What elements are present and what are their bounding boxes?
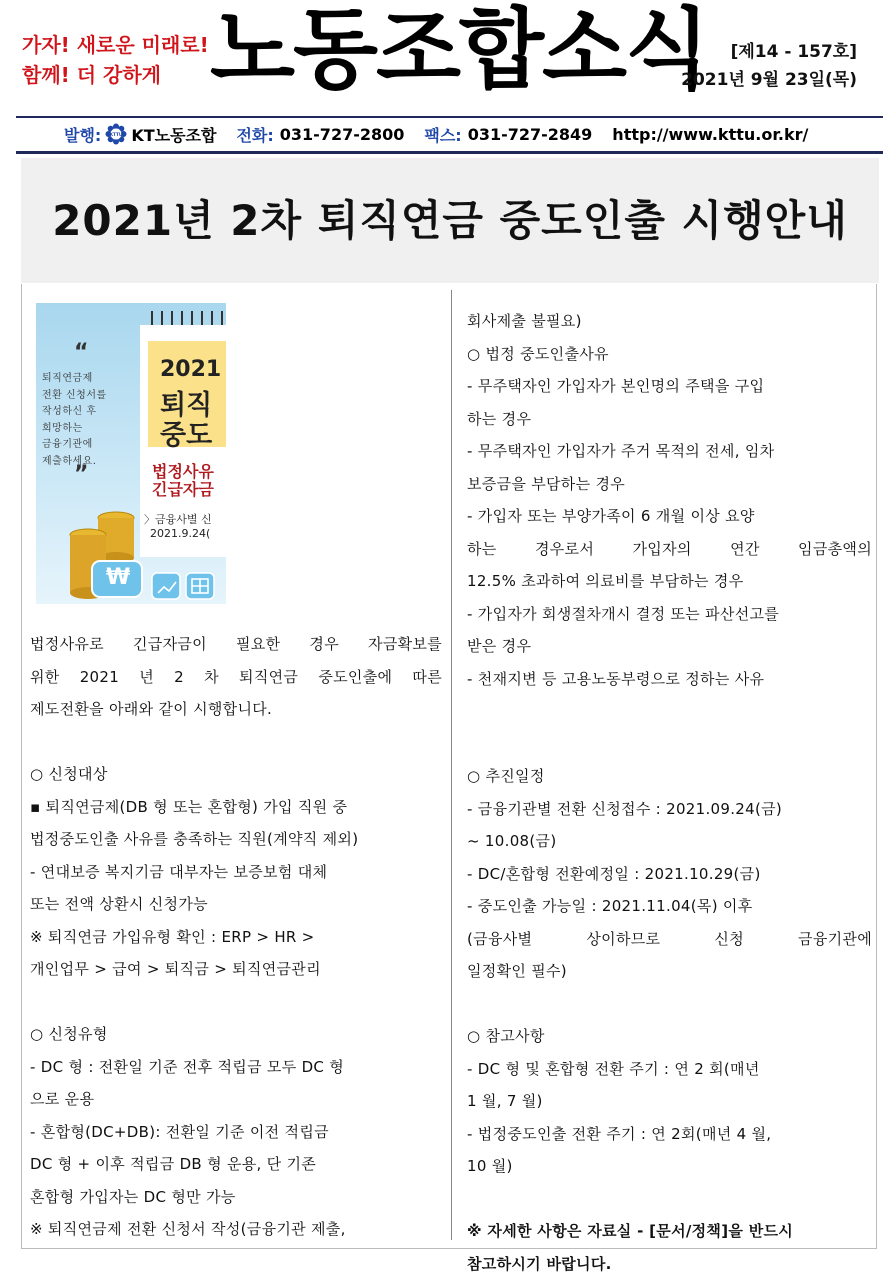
left-column-line: DC 형 + 이후 적립금 DB 형 운용, 단 기존: [30, 1148, 442, 1181]
left-column-line: 위한 2021 년 2 차 퇴직연금 중도인출에 따른: [30, 661, 442, 694]
poster-calendar-year: 2021: [160, 357, 221, 382]
poster-small-line2: 2021.9.24(: [150, 527, 210, 540]
left-column-line: 개인업무 > 급여 > 퇴직금 > 퇴직연금관리: [30, 953, 442, 986]
left-column-line: ※ 퇴직연금 가입유형 확인 : ERP > HR >: [30, 921, 442, 954]
left-column-line: [30, 726, 442, 759]
right-column-line: - DC/혼합형 전환예정일 : 2021.10.29(금): [467, 858, 872, 891]
right-column-line: 1 월, 7 월): [467, 1085, 872, 1118]
right-column-line: ※ 자세한 사항은 자료실 - [문서/정책]을 반드시: [467, 1215, 872, 1248]
poster-quote-open: “: [74, 343, 88, 363]
column-divider: [451, 290, 452, 1240]
left-column-line: - 혼합형(DC+DB): 전환일 기준 이전 적립금: [30, 1116, 442, 1149]
left-column-line: ○ 신청유형: [30, 1018, 442, 1051]
newsletter-title: 노동조합소식: [210, 0, 708, 100]
issue-info: [681, 38, 857, 94]
poster-calendar-line2: 퇴직: [160, 383, 212, 422]
right-column-line: [467, 728, 872, 761]
poster-quote-line: 금융기관에: [42, 437, 107, 454]
poster-quote-line: 전환 신청서를: [42, 388, 107, 405]
poster-quote-line: 퇴직연금제: [42, 371, 107, 388]
right-column-line: [467, 695, 872, 728]
right-column-line: - 금융기관별 전환 신청접수 : 2021.09.24(금): [467, 793, 872, 826]
right-column-line: [467, 988, 872, 1021]
left-column-line: - 연대보증 복지기금 대부자는 보증보험 대체: [30, 856, 442, 889]
right-column-line: - 천재지변 등 고용노동부령으로 정하는 사유: [467, 663, 872, 696]
right-column-line: - 중도인출 가능일 : 2021.11.04(목) 이후: [467, 890, 872, 923]
right-column-line: ~ 10.08(금): [467, 825, 872, 858]
right-column-line: 받은 경우: [467, 630, 872, 663]
poster-quote-text: [42, 371, 107, 470]
right-column-line: ○ 추진일정: [467, 760, 872, 793]
phone-label: 전화:: [236, 123, 273, 146]
right-column-line: 보증금을 부담하는 경우: [467, 468, 872, 501]
headline-box: [21, 158, 879, 283]
publisher-label: 발행:: [64, 123, 101, 146]
right-column-line: 하는 경우: [467, 403, 872, 436]
right-column-line: - 가입자 또는 부양가족이 6 개월 이상 요양: [467, 500, 872, 533]
won-icon: ₩: [106, 565, 130, 590]
header-rule-bottom: [16, 151, 883, 154]
fax-number: 031-727-2849: [468, 125, 593, 144]
right-column-line: - 가입자가 회생절차개시 결정 또는 파산선고를: [467, 598, 872, 631]
right-column-line: [467, 1183, 872, 1216]
right-column-line: - DC 형 및 혼합형 전환 주기 : 연 2 회(매년: [467, 1053, 872, 1086]
left-column-line: - DC 형 : 전환일 기준 전후 적립금 모두 DC 형: [30, 1051, 442, 1084]
website-link[interactable]: http://www.kttu.or.kr/: [612, 125, 808, 144]
right-column-line: 12.5% 초과하여 의료비를 부담하는 경우: [467, 565, 872, 598]
right-column-line: (금융사별 상이하므로 신청 금융기관에: [467, 923, 872, 956]
right-column-line: - 무주택자인 가입자가 본인명의 주택을 구입: [467, 370, 872, 403]
slogan-line-1: 가자! 새로운 미래로!: [22, 30, 197, 60]
right-column-line: 참고하시기 바랍니다.: [467, 1248, 872, 1280]
logo-text: KTTU: [110, 132, 123, 137]
kttu-logo-icon: [105, 123, 127, 145]
left-column-line: 또는 전액 상환시 신청가능: [30, 888, 442, 921]
slogan-line-2: 함께! 더 강하게: [22, 60, 197, 90]
left-column-line: ▪ 퇴직연금제(DB 형 또는 혼합형) 가입 직원 중: [30, 791, 442, 824]
poster-quote-line: 희망하는: [42, 421, 107, 438]
left-column-line: ※ 퇴직연금제 전환 신청서 작성(금융기관 제출,: [30, 1213, 442, 1246]
right-column-line: ○ 참고사항: [467, 1020, 872, 1053]
left-column-line: 으로 운용: [30, 1083, 442, 1116]
left-column: [30, 628, 442, 1246]
right-column-line: - 무주택자인 가입자가 주거 목적의 전세, 임차: [467, 435, 872, 468]
phone-number: 031-727-2800: [280, 125, 405, 144]
issue-number: [제14 - 157호]: [681, 38, 857, 66]
right-column-line: 회사제출 불필요): [467, 305, 872, 338]
poster-quote-close: ”: [74, 465, 88, 485]
poster-small-line1: 〉금융사별 신: [144, 511, 212, 527]
poster-calendar-line3: 중도: [160, 413, 212, 452]
poster-quote-line: 제출하세요.: [42, 454, 107, 471]
poster-quote-line: 작성하신 후: [42, 404, 107, 421]
right-column-line: 10 월): [467, 1150, 872, 1183]
left-column-line: 제도전환을 아래와 같이 시행합니다.: [30, 693, 442, 726]
right-column-line: 하는 경우로서 가입자의 연간 임금총액의: [467, 533, 872, 566]
left-column-line: 법정사유로 긴급자금이 필요한 경우 자금확보를: [30, 628, 442, 661]
poster-red-line1: 법정사유: [152, 463, 214, 481]
left-column-line: 법정중도인출 사유를 충족하는 직원(계약직 제외): [30, 823, 442, 856]
right-column: [467, 305, 872, 1280]
fax-label: 팩스:: [424, 123, 461, 146]
right-column-line: 일정확인 필수): [467, 955, 872, 988]
masthead-slogan: [22, 30, 197, 90]
issue-date: 2021년 9월 23일(목): [681, 66, 857, 94]
poster-red-line2: 긴급자금: [152, 481, 214, 499]
poster-image: [36, 303, 226, 604]
headline: 2021년 2차 퇴직연금 중도인출 시행안내: [21, 188, 879, 248]
right-column-line: - 법정중도인출 전환 주기 : 연 2회(매년 4 월,: [467, 1118, 872, 1151]
left-column-line: 혼합형 가입자는 DC 형만 가능: [30, 1181, 442, 1214]
right-column-line: ○ 법정 중도인출사유: [467, 338, 872, 371]
left-column-line: ○ 신청대상: [30, 758, 442, 791]
publisher-info-bar: [16, 118, 883, 150]
left-column-line: [30, 986, 442, 1019]
publisher-name: KT노동조합: [131, 123, 216, 146]
